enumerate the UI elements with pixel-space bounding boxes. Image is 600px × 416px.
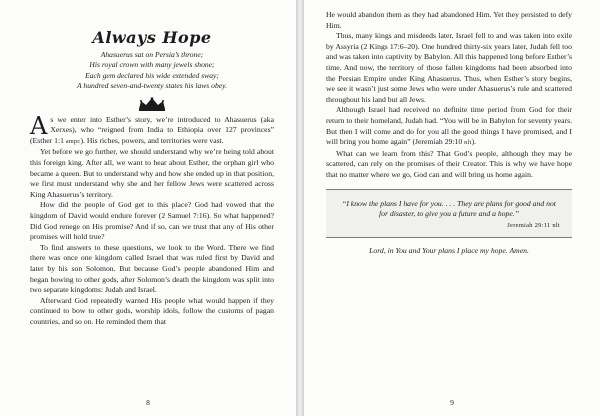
crown-ornament-icon	[137, 97, 167, 111]
body-paragraph: Afterward God repeatedly warned His people what would happen if they continued to bow to other gods, worship idols, follow the customs of pagan countries, and so on. He reminded them that	[30, 295, 274, 326]
body-paragraph: To find answers to these questions, we look to the Word. There we find there was once one kingdom called Israel that was ruled first by David and later by his son Solomon. But because God’s people abandoned Him and began bowing to other gods, after Solomon’s death the kingdom was split into two separate kingdoms: Judah and Israel.	[30, 242, 274, 295]
body-paragraph: What can we learn from this? That God’s people, although they may be scattered, can rely on the promises of their Creator. This is why we have hope that no matter where we go, God can and will bring us home again.	[326, 148, 572, 179]
paragraph-text: ).	[471, 137, 477, 147]
body-paragraph	[326, 105, 572, 148]
version-abbreviation: ampc	[65, 137, 81, 145]
body-paragraph: Thus, many kings and misdeeds later, Israel fell to and was taken into exile by Assyria (2 Kings 17:6–20). One hundred thirty-six years later, Judah fell too and was taken into captivity by Babylon. All this happened long before Esther’s time. And now, the territory of those fallen kingdoms had been absorbed into the Persian Empire under King Ahasuerus. Thus, when Esther’s story begins, we see it wasn’t just some Jews who were under Ahasuerus’s rule and scattered throughout his land but all Jews.	[326, 31, 572, 104]
page-number: 9	[450, 398, 454, 407]
opening-poem	[30, 50, 274, 92]
left-page	[0, 0, 296, 416]
right-page	[304, 0, 600, 416]
body-paragraph: How did the people of God get to this place? God had vowed that the kingdom of David would endure forever (2 Samuel 7:16). So what happened? Did God renege on His promise? And if so, can we trust that any of His other promises will hold true?	[30, 200, 274, 242]
book-gutter	[296, 0, 304, 416]
page-number: 8	[146, 398, 150, 407]
devotion-title: Always Hope	[92, 28, 212, 47]
paragraph-text: ). His riches, powers, and territories were vast.	[80, 135, 224, 145]
paragraph-text: s we enter into Esther’s story, we’re introduced to Ahasuerus (aka Xerxes), who “reigned from India to Ethiopia over 127 provinces” (Esther 1:1	[30, 114, 274, 145]
body-paragraph	[30, 111, 274, 148]
poem-line: A hundred seven-and-twenty states his laws obey.	[77, 81, 227, 91]
poem-line: Ahasuerus sat on Persia’s throne;	[100, 50, 204, 59]
paragraph-text: Although Israel had received no definite time period from God for their return to their homeland, Judah had. “You will be in Babylon for seventy years. But then I will come and do for you all the good things I have promised, and I will bring you home again” (Jeremiah 29:10	[326, 105, 572, 147]
closing-prayer: Lord, in You and Your plans I place my hope. Amen.	[369, 245, 529, 255]
drop-cap: A	[30, 111, 48, 140]
poem-line: His royal crown with many jewels shone;	[89, 60, 215, 70]
poem-line: Each gem declared his wide extended sway;	[85, 70, 219, 80]
scripture-reference: Jeremiah 29:11 nlt	[507, 221, 560, 229]
version-abbreviation: nlt	[464, 139, 472, 147]
scripture-quote-box	[326, 189, 572, 238]
scripture-quote: “I know the plans I have for you. . . . They are plans for good and not for disaster, to give you a future and a hope.”	[342, 198, 556, 219]
body-paragraph: He would abandon them as they had abandoned Him. Yet they persisted to defy Him.	[326, 10, 572, 30]
body-paragraph: Yet before we go further, we should understand why we’re being told about this foreign king. After all, we want to hear about Esther, the orphan girl who became a queen. But to understand why and how she ended up in that position, we first must understand why she and her fellow Jews were scattered across King Ahasuerus’s territory.	[30, 147, 274, 199]
